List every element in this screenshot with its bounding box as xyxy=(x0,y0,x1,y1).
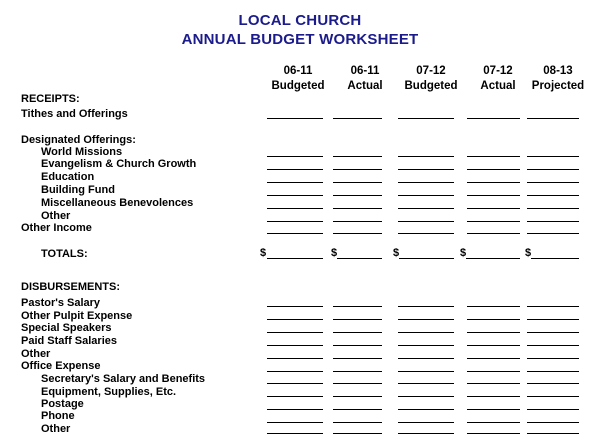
entry-blank-line[interactable] xyxy=(467,422,520,423)
entry-blank-line[interactable] xyxy=(467,358,520,359)
entry-blank-line[interactable] xyxy=(398,195,454,196)
entry-blank-line[interactable] xyxy=(398,332,454,333)
totals-blank-line[interactable] xyxy=(466,258,520,259)
entry-blank-line[interactable] xyxy=(467,319,520,320)
entry-blank-line[interactable] xyxy=(467,182,520,183)
row-label-disbursements-other: Other xyxy=(21,348,51,360)
entry-blank-line[interactable] xyxy=(398,409,454,410)
entry-blank-line[interactable] xyxy=(467,208,520,209)
entry-blank-line[interactable] xyxy=(467,118,520,119)
row-label-other-income: Other Income xyxy=(21,222,92,234)
totals-blank-line[interactable] xyxy=(337,258,382,259)
entry-blank-line[interactable] xyxy=(267,319,323,320)
row-label-phone: Phone xyxy=(41,410,75,422)
entry-blank-line[interactable] xyxy=(527,383,579,384)
entry-blank-line[interactable] xyxy=(333,358,382,359)
entry-blank-line[interactable] xyxy=(333,169,382,170)
totals-blank-line[interactable] xyxy=(267,258,323,259)
entry-blank-line[interactable] xyxy=(267,118,323,119)
entry-blank-line[interactable] xyxy=(467,156,520,157)
entry-blank-line[interactable] xyxy=(267,233,323,234)
entry-blank-line[interactable] xyxy=(398,156,454,157)
entry-blank-line[interactable] xyxy=(333,118,382,119)
entry-blank-line[interactable] xyxy=(398,319,454,320)
row-label-world-missions: World Missions xyxy=(41,146,123,158)
entry-blank-line[interactable] xyxy=(267,169,323,170)
entry-blank-line[interactable] xyxy=(267,358,323,359)
currency-symbol: $ xyxy=(393,247,400,259)
entry-blank-line[interactable] xyxy=(527,422,579,423)
entry-blank-line[interactable] xyxy=(333,409,382,410)
column-kind: Actual xyxy=(347,80,383,92)
entry-blank-line[interactable] xyxy=(467,345,520,346)
row-label-evangelism: Evangelism & Church Growth xyxy=(41,158,197,170)
entry-blank-line[interactable] xyxy=(467,371,520,372)
entry-blank-line[interactable] xyxy=(527,433,579,434)
entry-blank-line[interactable] xyxy=(398,221,454,222)
entry-blank-line[interactable] xyxy=(467,233,520,234)
entry-blank-line[interactable] xyxy=(333,345,382,346)
row-label-secretary-salary: Secretary's Salary and Benefits xyxy=(41,373,206,385)
entry-blank-line[interactable] xyxy=(333,306,382,307)
entry-blank-line[interactable] xyxy=(527,208,579,209)
row-label-special-speakers: Special Speakers xyxy=(21,322,112,334)
column-kind: Budgeted xyxy=(404,80,458,92)
row-label-pastors-salary: Pastor's Salary xyxy=(21,297,101,309)
entry-blank-line[interactable] xyxy=(398,118,454,119)
entry-blank-line[interactable] xyxy=(267,409,323,410)
entry-blank-line[interactable] xyxy=(267,396,323,397)
row-label-postage: Postage xyxy=(41,398,84,410)
entry-blank-line[interactable] xyxy=(527,371,579,372)
currency-symbol: $ xyxy=(260,247,267,259)
entry-blank-line[interactable] xyxy=(527,409,579,410)
row-label-tithes: Tithes and Offerings xyxy=(21,108,128,120)
entry-blank-line[interactable] xyxy=(333,396,382,397)
currency-symbol: $ xyxy=(331,247,338,259)
entry-blank-line[interactable] xyxy=(467,383,520,384)
entry-blank-line[interactable] xyxy=(527,182,579,183)
entry-blank-line[interactable] xyxy=(398,371,454,372)
entry-blank-line[interactable] xyxy=(398,182,454,183)
entry-blank-line[interactable] xyxy=(267,221,323,222)
column-header xyxy=(335,64,395,94)
entry-blank-line[interactable] xyxy=(527,319,579,320)
entry-blank-line[interactable] xyxy=(527,118,579,119)
entry-blank-line[interactable] xyxy=(267,182,323,183)
row-label-office-other: Other xyxy=(41,423,71,435)
entry-blank-line[interactable] xyxy=(333,383,382,384)
entry-blank-line[interactable] xyxy=(267,345,323,346)
entry-blank-line[interactable] xyxy=(467,396,520,397)
entry-blank-line[interactable] xyxy=(267,195,323,196)
entry-blank-line[interactable] xyxy=(333,433,382,434)
entry-blank-line[interactable] xyxy=(398,422,454,423)
entry-blank-line[interactable] xyxy=(398,383,454,384)
entry-blank-line[interactable] xyxy=(527,345,579,346)
column-period: 06-11 xyxy=(350,65,380,77)
currency-symbol: $ xyxy=(525,247,532,259)
column-kind: Projected xyxy=(531,80,585,92)
row-label-building-fund: Building Fund xyxy=(41,184,115,196)
entry-blank-line[interactable] xyxy=(467,195,520,196)
entry-blank-line[interactable] xyxy=(267,422,323,423)
row-label-designated-other: Other xyxy=(41,210,71,222)
entry-blank-line[interactable] xyxy=(467,169,520,170)
column-period: 08-13 xyxy=(543,65,573,77)
entry-blank-line[interactable] xyxy=(527,169,579,170)
row-label-paid-staff-salaries: Paid Staff Salaries xyxy=(21,335,117,347)
designated-offerings-heading: Designated Offerings: xyxy=(21,134,136,146)
entry-blank-line[interactable] xyxy=(333,371,382,372)
totals-blank-line[interactable] xyxy=(399,258,454,259)
entry-blank-line[interactable] xyxy=(467,332,520,333)
entry-blank-line[interactable] xyxy=(398,358,454,359)
entry-blank-line[interactable] xyxy=(398,433,454,434)
column-kind: Actual xyxy=(480,80,516,92)
worksheet-title-line-1: LOCAL CHURCH xyxy=(238,12,362,29)
entry-blank-line[interactable] xyxy=(467,433,520,434)
entry-blank-line[interactable] xyxy=(467,221,520,222)
column-header xyxy=(400,64,462,94)
worksheet-title-line-2: ANNUAL BUDGET WORKSHEET xyxy=(181,31,419,48)
column-period: 06-11 xyxy=(283,65,313,77)
entry-blank-line[interactable] xyxy=(333,319,382,320)
entry-blank-line[interactable] xyxy=(527,195,579,196)
entry-blank-line[interactable] xyxy=(398,345,454,346)
entry-blank-line[interactable] xyxy=(398,306,454,307)
entry-blank-line[interactable] xyxy=(398,208,454,209)
entry-blank-line[interactable] xyxy=(333,182,382,183)
totals-blank-line[interactable] xyxy=(531,258,579,259)
entry-blank-line[interactable] xyxy=(527,306,579,307)
entry-blank-line[interactable] xyxy=(527,233,579,234)
entry-blank-line[interactable] xyxy=(267,371,323,372)
entry-blank-line[interactable] xyxy=(398,169,454,170)
entry-blank-line[interactable] xyxy=(333,156,382,157)
column-kind: Budgeted xyxy=(271,80,325,92)
entry-blank-line[interactable] xyxy=(398,396,454,397)
disbursements-heading: DISBURSEMENTS: xyxy=(21,281,121,293)
totals-label: TOTALS: xyxy=(41,248,88,260)
entry-blank-line[interactable] xyxy=(527,332,579,333)
entry-blank-line[interactable] xyxy=(267,156,323,157)
entry-blank-line[interactable] xyxy=(267,383,323,384)
row-label-other-pulpit-expense: Other Pulpit Expense xyxy=(21,310,133,322)
entry-blank-line[interactable] xyxy=(333,208,382,209)
column-header xyxy=(468,64,528,94)
column-period: 07-12 xyxy=(483,65,513,77)
entry-blank-line[interactable] xyxy=(527,156,579,157)
entry-blank-line[interactable] xyxy=(267,306,323,307)
entry-blank-line[interactable] xyxy=(333,221,382,222)
column-period: 07-12 xyxy=(416,65,446,77)
column-header xyxy=(268,64,328,94)
entry-blank-line[interactable] xyxy=(467,306,520,307)
entry-blank-line[interactable] xyxy=(333,332,382,333)
entry-blank-line[interactable] xyxy=(333,195,382,196)
entry-blank-line[interactable] xyxy=(333,233,382,234)
currency-symbol: $ xyxy=(460,247,467,259)
column-header xyxy=(527,64,589,94)
entry-blank-line[interactable] xyxy=(467,409,520,410)
row-label-equipment-supplies: Equipment, Supplies, Etc. xyxy=(41,386,177,398)
entry-blank-line[interactable] xyxy=(267,332,323,333)
entry-blank-line[interactable] xyxy=(527,396,579,397)
row-label-misc-benevolences: Miscellaneous Benevolences xyxy=(41,197,194,209)
receipts-heading: RECEIPTS: xyxy=(21,93,80,105)
entry-blank-line[interactable] xyxy=(267,433,323,434)
entry-blank-line[interactable] xyxy=(267,208,323,209)
entry-blank-line[interactable] xyxy=(333,422,382,423)
entry-blank-line[interactable] xyxy=(527,221,579,222)
entry-blank-line[interactable] xyxy=(398,233,454,234)
entry-blank-line[interactable] xyxy=(527,358,579,359)
office-expense-heading: Office Expense xyxy=(21,360,101,372)
row-label-education: Education xyxy=(41,171,95,183)
